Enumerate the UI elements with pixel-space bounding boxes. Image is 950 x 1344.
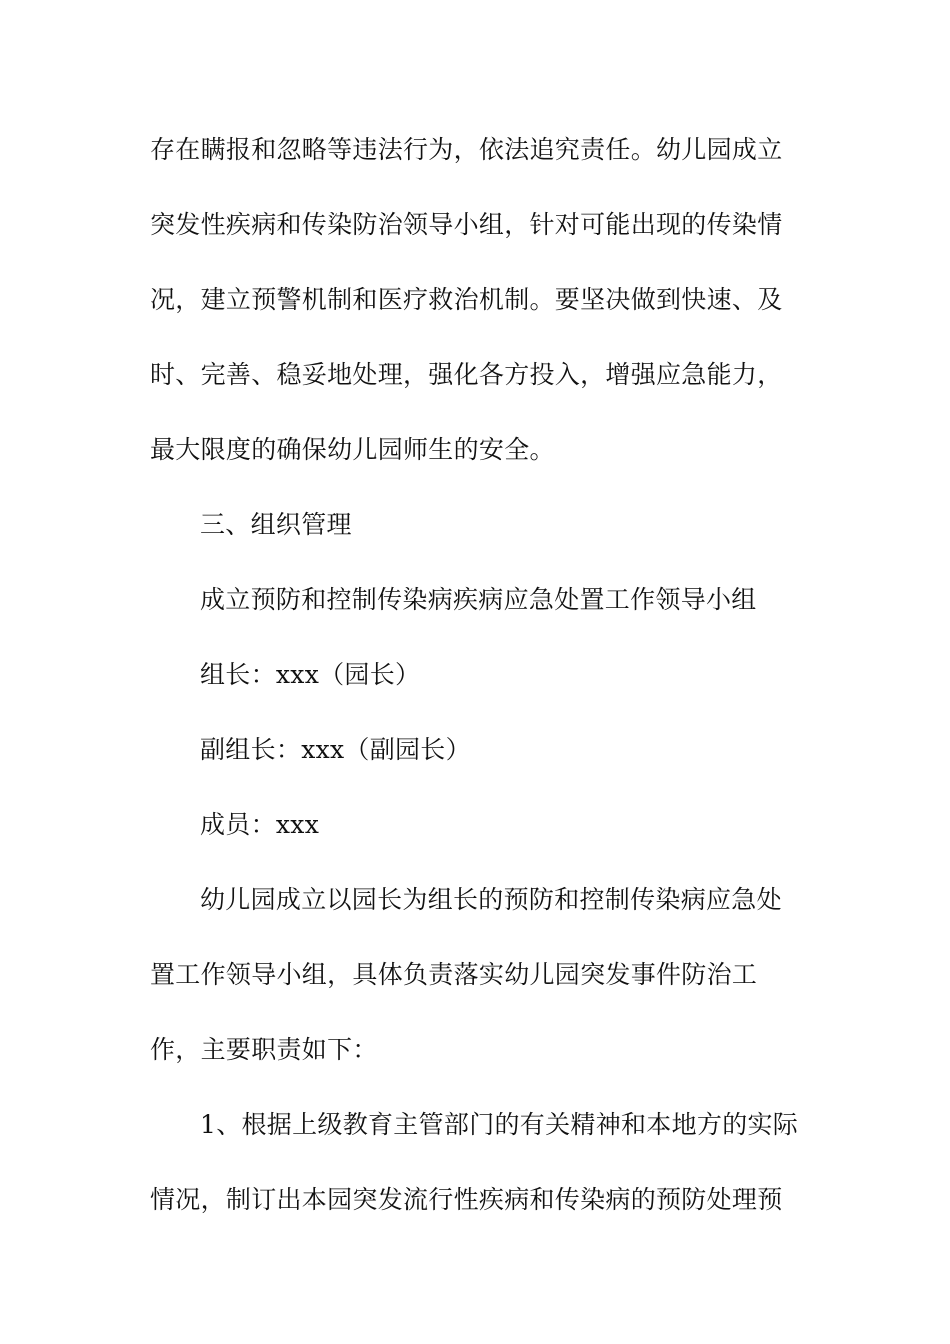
body-text-line: 最大限度的确保幼儿园师生的安全。 <box>150 435 555 464</box>
deputy-leader-line: 副组长：xxx（副园长） <box>200 735 471 764</box>
members-line: 成员：xxx <box>200 810 320 839</box>
body-text-line: 作，主要职责如下： <box>150 1035 378 1064</box>
body-text-line: 成立预防和控制传染病疾病应急处置工作领导小组 <box>200 585 757 614</box>
body-text-line: 时、完善、稳妥地处理，强化各方投入，增强应急能力， <box>150 360 783 389</box>
body-text-line: 存在瞒报和忽略等违法行为，依法追究责任。幼儿园成立 <box>150 135 783 164</box>
section-heading: 三、组织管理 <box>200 510 352 539</box>
body-text-line: 情况，制订出本园突发流行性疾病和传染病的预防处理预 <box>150 1185 783 1214</box>
list-item-text: 1、根据上级教育主管部门的有关精神和本地方的实际 <box>200 1110 799 1139</box>
body-text-line: 况，建立预警机制和医疗救治机制。要坚决做到快速、及 <box>150 285 783 314</box>
body-text-line: 幼儿园成立以园长为组长的预防和控制传染病应急处 <box>200 885 782 914</box>
group-leader-line: 组长：xxx（园长） <box>200 660 421 689</box>
body-text-line: 置工作领导小组，具体负责落实幼儿园突发事件防治工 <box>150 960 758 989</box>
body-text-line: 突发性疾病和传染防治领导小组，针对可能出现的传染情 <box>150 210 783 239</box>
